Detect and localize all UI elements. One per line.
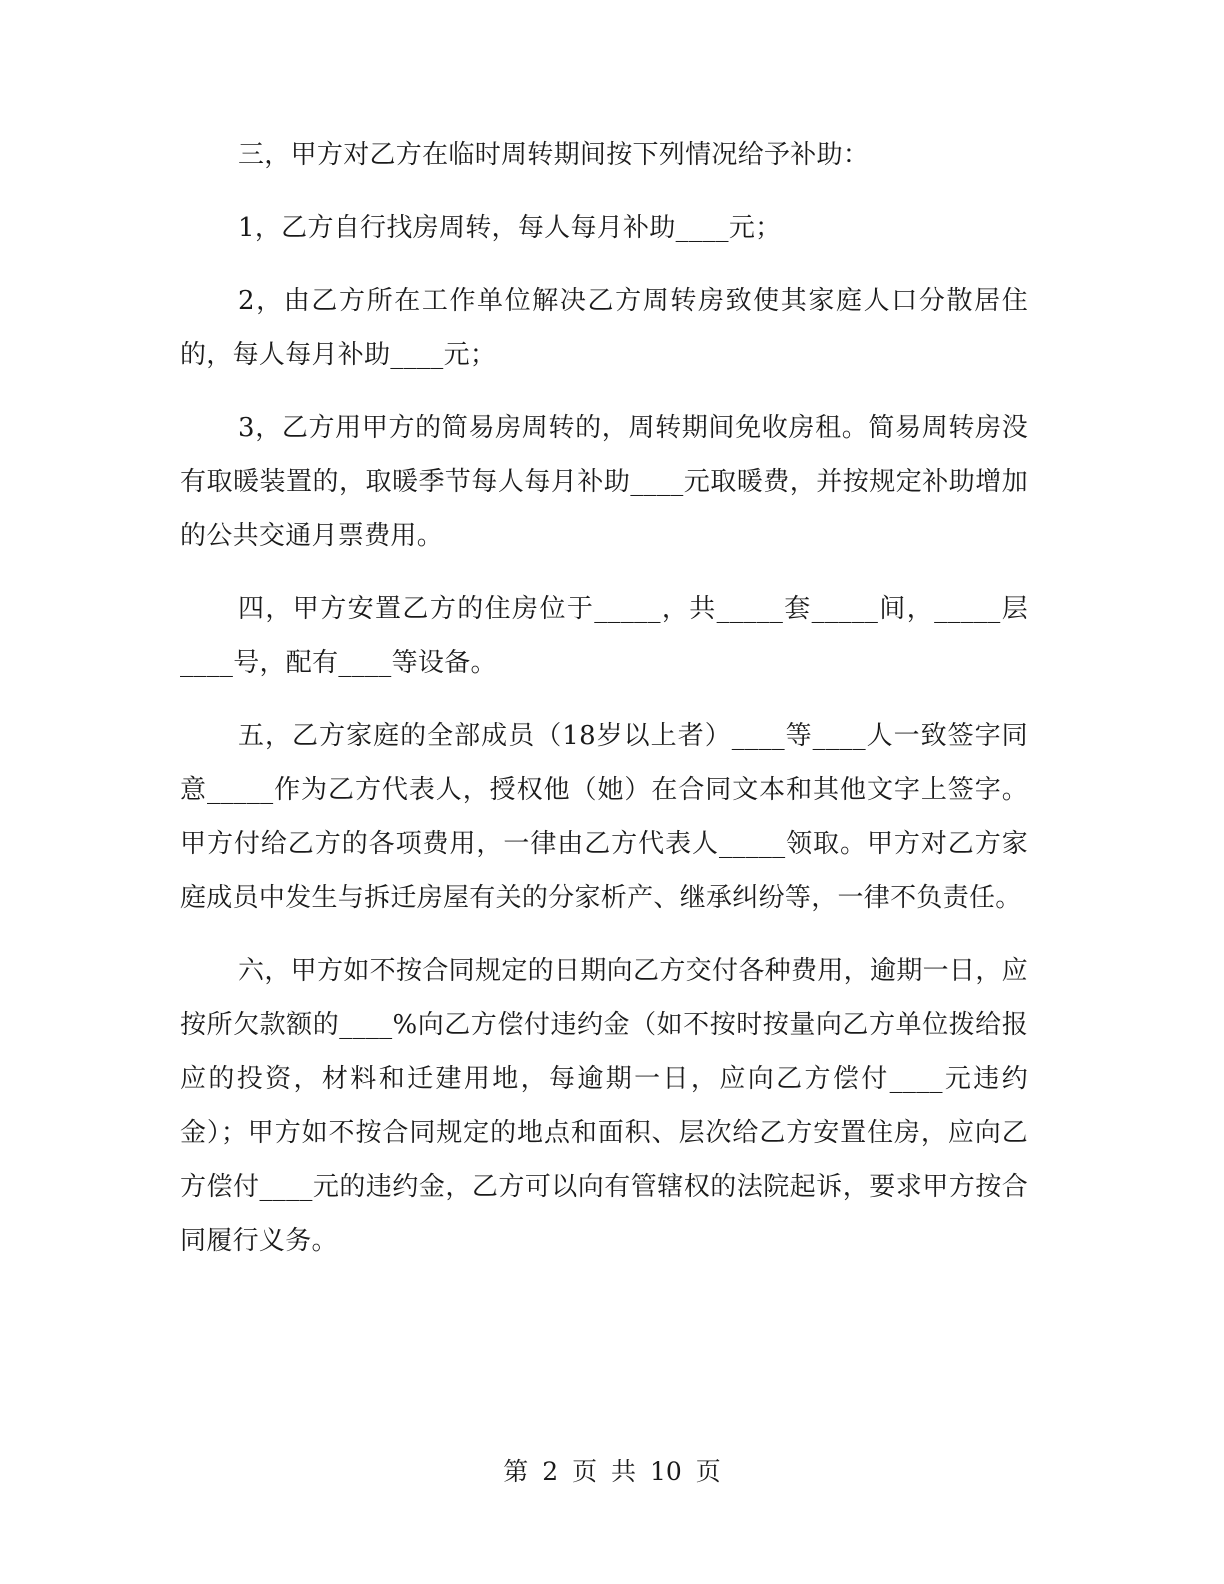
paragraph-subsidy-intro: 三，甲方对乙方在临时周转期间按下列情况给予补助： [238, 140, 870, 170]
paragraph-subsidy-item-1: 1，乙方自行找房周转，每人每月补助____元； [238, 213, 782, 243]
page-number: 第 2 页 共 10 页 [503, 1457, 721, 1486]
paragraph-breach-penalty: 六，甲方如不按合同规定的日期向乙方交付各种费用，逾期一日，应按所欠款额的____%向乙方偿付违约金（如不按时按量向乙方单位拨给报应的投资，材料和迁建用地，每逾期一日，应向乙方偿付____元违约金）；甲方如不按合同规定的地点和面积、层次给乙方安置住房，应向乙方偿付____元的违约金，乙方可以向有管辖权的法院起诉，要求甲方按合同履行义务。 [180, 956, 1028, 1256]
paragraph-family-representative: 五，乙方家庭的全部成员（18岁以上者）____等____人一致签字同意_____作为乙方代表人，授权他（她）在合同文本和其他文字上签字。甲方付给乙方的各项费用，一律由乙方代表人_____领取。甲方对乙方家庭成员中发生与拆迁房屋有关的分家析产、继承纠纷等，一律不负责任。 [180, 721, 1028, 913]
document-body [180, 128, 1028, 1268]
paragraph-subsidy-item-2: 2，由乙方所在工作单位解决乙方周转房致使其家庭人口分散居住的，每人每月补助____元； [180, 286, 1028, 370]
paragraph-housing-placement: 四，甲方安置乙方的住房位于_____，共_____套_____间，_____层____号，配有____等设备。 [180, 594, 1028, 678]
paragraph-subsidy-item-3: 3，乙方用甲方的简易房周转的，周转期间免收房租。简易周转房没有取暖装置的，取暖季节每人每月补助____元取暖费，并按规定补助增加的公共交通月票费用。 [180, 413, 1028, 551]
